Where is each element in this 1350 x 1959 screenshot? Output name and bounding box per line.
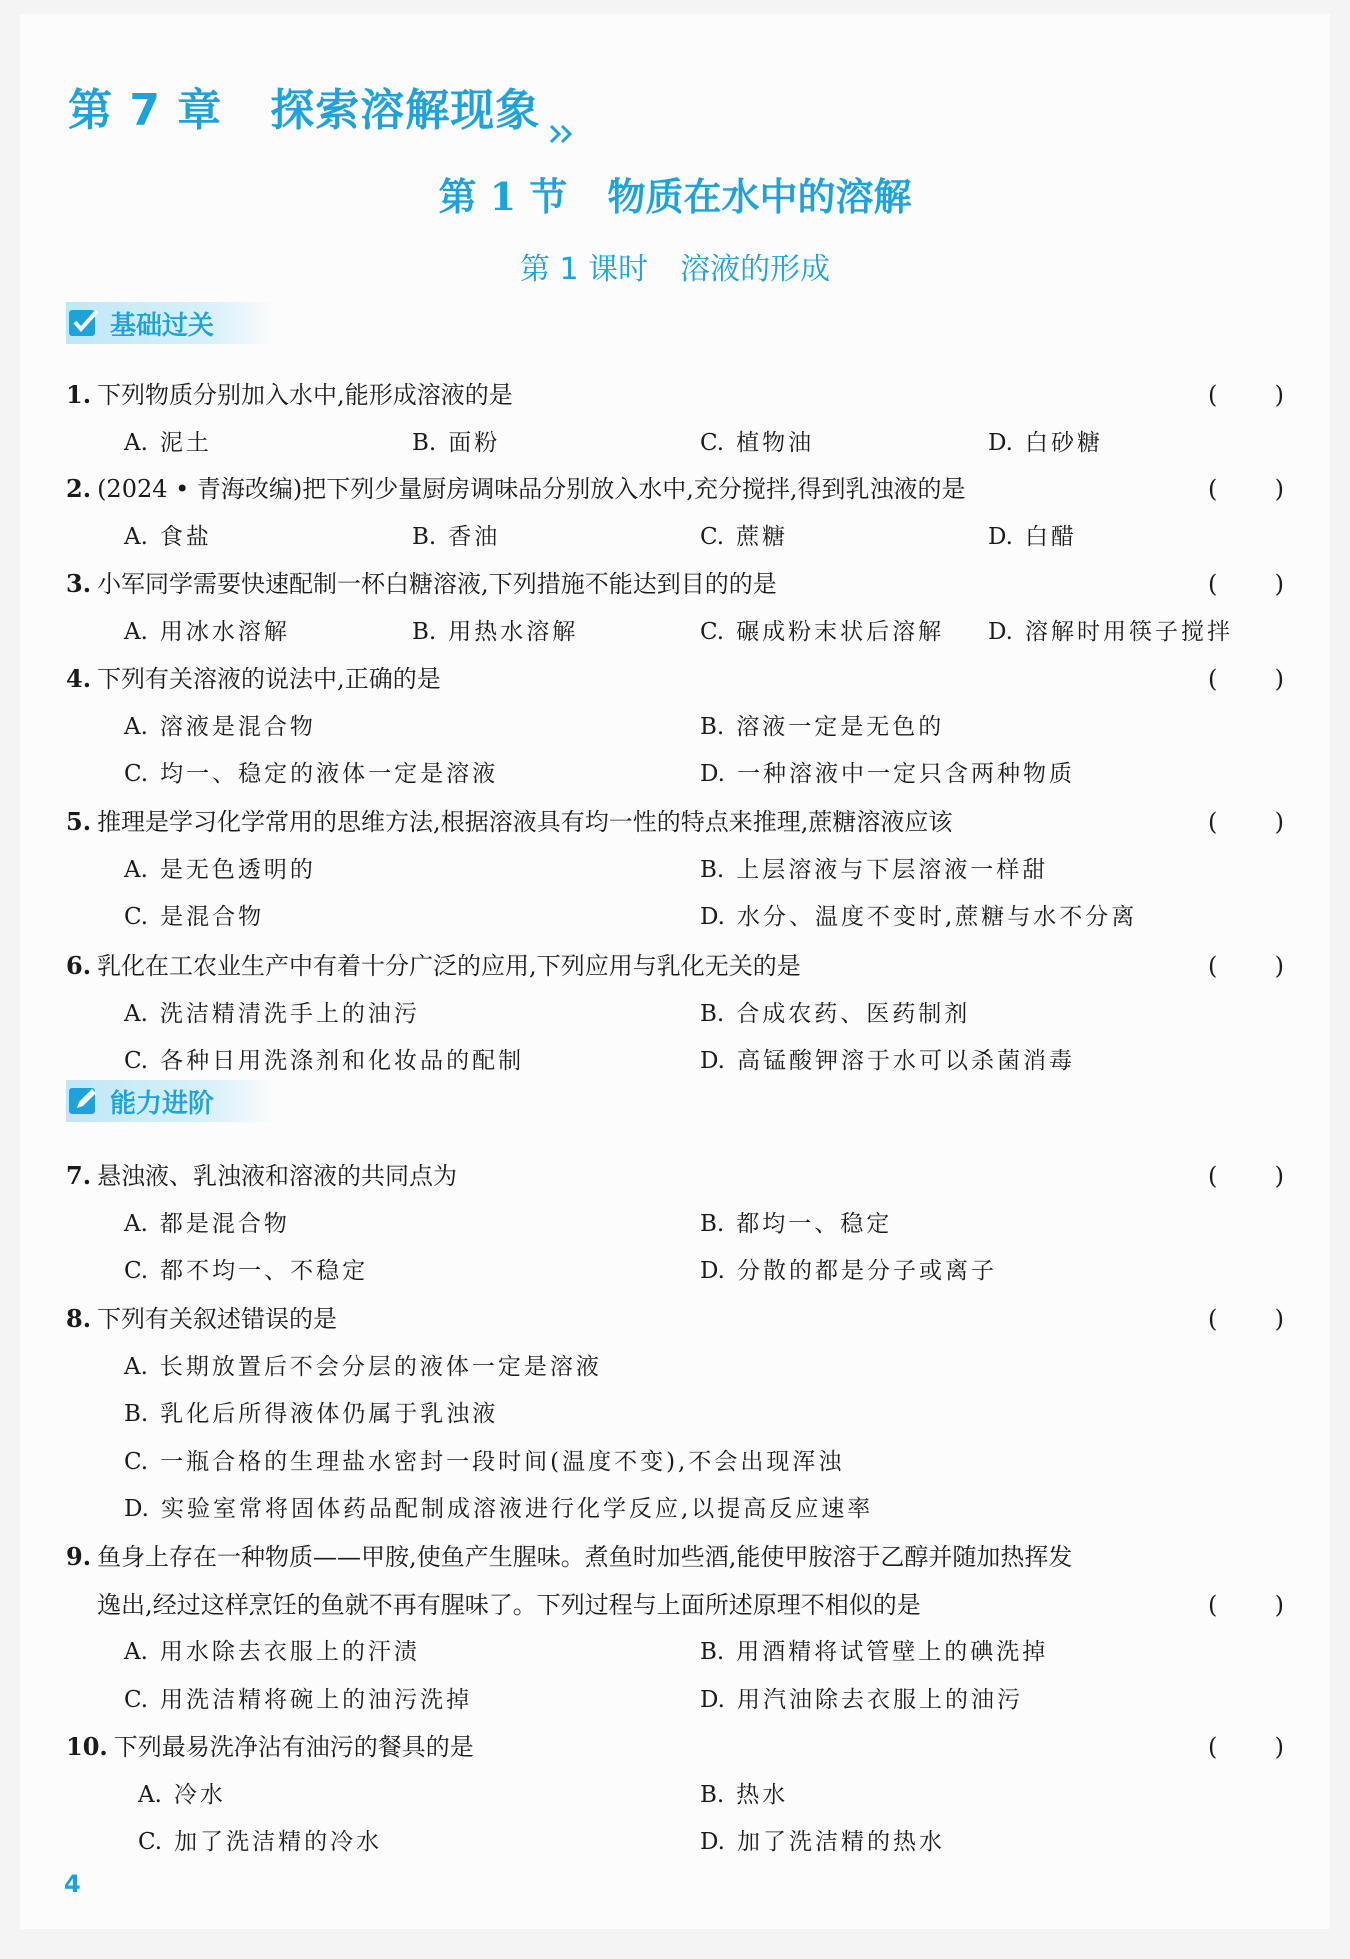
answer-option [138, 1780, 226, 1810]
answer-option [700, 759, 1075, 789]
option-letter: A. [124, 713, 148, 740]
answer-option [124, 428, 212, 458]
option-text: 一种溶液中一定只含两种物质 [736, 761, 1075, 787]
question-number: 2. [66, 474, 92, 503]
lesson-title [20, 244, 1330, 288]
advanced-section-label: 能力进阶 [110, 1088, 215, 1119]
answer-option [988, 428, 1103, 458]
option-letter: A. [124, 1210, 148, 1237]
answer-option [124, 1637, 420, 1667]
option-text: 白醋 [1024, 523, 1077, 550]
answer-option [988, 522, 1077, 552]
option-letter: B. [700, 856, 725, 883]
answer-option [124, 1685, 472, 1715]
option-text: 食盐 [159, 523, 212, 550]
option-letter: A. [124, 429, 148, 456]
answer-option [124, 1399, 498, 1429]
option-letter: B. [700, 713, 725, 740]
option-text: 合成农药、医药制剂 [736, 1000, 971, 1027]
question-stem [66, 951, 1284, 981]
paren-close: ) [1274, 952, 1284, 980]
paren-close: ) [1274, 1590, 1284, 1619]
question-stem [66, 569, 1284, 599]
option-text: 一瓶合格的生理盐水密封一段时间(温度不变),不会出现浑浊 [160, 1448, 845, 1475]
option-text: 上层溶液与下层溶液一样甜 [736, 856, 1049, 883]
answer-parentheses [1208, 1732, 1284, 1762]
question-text: (2024 • 青海改编)把下列少量厨房调味品分别放入水中,充分搅拌,得到乳浊液的是 [97, 475, 966, 503]
option-text: 用酒精将试管壁上的碘洗掉 [736, 1639, 1049, 1665]
answer-option [700, 1780, 788, 1810]
answer-parentheses [1208, 474, 1284, 504]
answer-parentheses [1208, 1161, 1284, 1191]
option-text: 加了洗洁精的热水 [736, 1829, 945, 1855]
option-letter: B. [412, 523, 437, 550]
option-text: 用冰水溶解 [159, 618, 290, 645]
option-letter: C. [138, 1829, 163, 1855]
question-text: 下列有关溶液的说法中,正确的是 [97, 665, 441, 693]
paren-close: ) [1274, 1733, 1284, 1761]
question-text: 逸出,经过这样烹饪的鱼就不再有腥味了。下列过程与上面所述原理不相似的是 [97, 1590, 921, 1619]
question-stem [66, 1161, 1284, 1191]
question-stem [66, 380, 1284, 410]
answer-option [700, 1685, 1023, 1715]
question-text: 下列有关叙述错误的是 [97, 1305, 338, 1333]
question-text: 下列物质分别加入水中,能形成溶液的是 [97, 381, 513, 409]
option-text: 植物油 [736, 429, 815, 456]
answer-option [124, 1256, 368, 1286]
question-text: 悬浊液、乳浊液和溶液的共同点为 [97, 1162, 458, 1190]
paren-open: ( [1208, 1162, 1218, 1190]
answer-parentheses [1208, 807, 1284, 837]
basic-section-label: 基础过关 [110, 310, 215, 341]
option-letter: D. [700, 761, 725, 787]
answer-option [124, 759, 498, 789]
option-text: 用洗洁精将碗上的油污洗掉 [160, 1686, 473, 1713]
option-letter: C. [124, 761, 149, 787]
option-letter: B. [412, 618, 437, 645]
option-text: 面粉 [448, 429, 501, 456]
answer-option [412, 428, 500, 458]
question-stem [66, 1542, 1284, 1572]
section-name: 物质在水中的溶解 [607, 174, 912, 219]
paren-open: ( [1208, 570, 1218, 598]
paren-open: ( [1208, 475, 1218, 503]
answer-option [700, 999, 970, 1029]
option-letter: B. [700, 1000, 725, 1027]
answer-option [124, 902, 264, 932]
section-title [20, 166, 1330, 221]
answer-option [412, 522, 500, 552]
paren-open: ( [1208, 665, 1218, 693]
option-text: 各种日用洗涤剂和化妆品的配制 [160, 1048, 525, 1074]
option-text: 均一、稳定的液体一定是溶液 [160, 761, 499, 787]
answer-option [124, 1447, 844, 1477]
option-text: 是混合物 [160, 904, 265, 930]
checkbox-icon [66, 305, 102, 341]
answer-option [700, 1256, 997, 1286]
option-letter: D. [988, 429, 1013, 456]
question-number: 5. [66, 807, 92, 836]
paren-open: ( [1208, 952, 1218, 980]
option-letter: B. [700, 1639, 725, 1665]
question-stem [66, 664, 1284, 694]
answer-option [124, 522, 212, 552]
basic-section-header [66, 302, 276, 344]
answer-option [124, 1352, 602, 1382]
page [20, 14, 1330, 1929]
option-text: 冷水 [173, 1781, 226, 1808]
option-letter: C. [700, 618, 725, 645]
question-number: 6. [66, 951, 92, 980]
paren-close: ) [1274, 475, 1284, 503]
answer-option [124, 712, 316, 742]
answer-parentheses [1208, 1590, 1284, 1620]
answer-parentheses [1208, 569, 1284, 599]
chapter-number: 第 7 章 [68, 85, 223, 136]
question-stem [66, 1732, 1284, 1762]
lesson-number: 第 1 课时 [519, 252, 649, 287]
question-text: 小军同学需要快速配制一杯白糖溶液,下列措施不能达到目的的是 [97, 570, 777, 598]
option-letter: C. [124, 1258, 149, 1284]
option-letter: A. [124, 523, 148, 550]
option-text: 溶液是混合物 [159, 713, 316, 740]
paren-close: ) [1274, 570, 1284, 598]
option-letter: B. [412, 429, 437, 456]
answer-option [700, 617, 944, 647]
answer-option [700, 1209, 892, 1239]
question-text: 鱼身上存在一种物质——甲胺,使鱼产生腥味。煮鱼时加些酒,能使甲胺溶于乙醇并随加热挥发 [97, 1543, 1073, 1571]
page-number: 4 [64, 1870, 81, 1898]
option-letter: A. [124, 1353, 148, 1380]
option-letter: B. [700, 1210, 725, 1237]
option-text: 长期放置后不会分层的液体一定是溶液 [159, 1353, 602, 1380]
question-number: 7. [66, 1161, 92, 1190]
question-stem [66, 1590, 1284, 1620]
paren-open: ( [1208, 808, 1218, 836]
question-number: 9. [66, 1542, 92, 1571]
option-letter: D. [700, 1258, 725, 1284]
question-number: 8. [66, 1304, 92, 1333]
option-letter: C. [124, 1686, 149, 1713]
answer-parentheses [1208, 380, 1284, 410]
option-letter: C. [700, 429, 725, 456]
answer-option [700, 712, 944, 742]
paren-open: ( [1208, 1733, 1218, 1761]
option-letter: D. [700, 904, 725, 930]
option-letter: A. [124, 856, 148, 883]
option-text: 乳化后所得液体仍属于乳浊液 [160, 1401, 499, 1427]
option-text: 蔗糖 [736, 523, 789, 550]
option-text: 是无色透明的 [159, 856, 316, 883]
answer-option [124, 1209, 290, 1239]
paren-close: ) [1274, 381, 1284, 409]
option-letter: A. [124, 1639, 148, 1665]
section-number: 第 1 节 [438, 174, 568, 219]
chapter-title [68, 74, 578, 138]
option-text: 溶液一定是无色的 [736, 713, 945, 740]
answer-option [700, 1046, 1075, 1076]
answer-option [124, 999, 420, 1029]
question-number: 4. [66, 664, 92, 693]
paren-close: ) [1274, 1162, 1284, 1190]
chapter-name: 探索溶解现象 [270, 85, 541, 136]
option-text: 高锰酸钾溶于水可以杀菌消毒 [736, 1048, 1075, 1074]
option-letter: D. [700, 1686, 725, 1713]
answer-parentheses [1208, 1304, 1284, 1334]
option-text: 分散的都是分子或离子 [736, 1258, 997, 1284]
option-text: 用热水溶解 [448, 618, 579, 645]
option-letter: D. [700, 1048, 725, 1074]
answer-option [700, 428, 814, 458]
option-letter: D. [700, 1829, 725, 1855]
option-letter: D. [124, 1496, 149, 1522]
option-letter: A. [138, 1781, 162, 1808]
answer-option [124, 1494, 873, 1524]
option-text: 白砂糖 [1024, 429, 1103, 456]
option-text: 实验室常将固体药品配制成溶液进行化学反应,以提高反应速率 [160, 1496, 874, 1522]
answer-option [988, 617, 1233, 647]
question-text: 乳化在工农业生产中有着十分广泛的应用,下列应用与乳化无关的是 [97, 952, 801, 980]
answer-option [412, 617, 578, 647]
question-number: 1. [66, 380, 92, 409]
option-letter: C. [124, 904, 149, 930]
advanced-section-header [66, 1080, 276, 1122]
option-letter: C. [700, 523, 725, 550]
option-text: 碾成粉末状后溶解 [736, 618, 945, 645]
option-text: 都均一、稳定 [736, 1210, 893, 1237]
lesson-name: 溶液的形成 [680, 252, 831, 287]
option-text: 溶解时用筷子搅拌 [1024, 618, 1233, 645]
answer-option [700, 855, 1048, 885]
answer-option [138, 1827, 382, 1857]
answer-option [700, 522, 788, 552]
paren-open: ( [1208, 381, 1218, 409]
question-number: 3. [66, 569, 92, 598]
answer-parentheses [1208, 951, 1284, 981]
answer-option [700, 1637, 1048, 1667]
option-text: 泥土 [159, 429, 212, 456]
double-chevron-icon [548, 122, 578, 146]
option-letter: B. [124, 1401, 149, 1427]
answer-option [124, 1046, 524, 1076]
paren-open: ( [1208, 1590, 1218, 1619]
question-stem [66, 1304, 1284, 1334]
paren-close: ) [1274, 665, 1284, 693]
option-letter: C. [124, 1448, 149, 1475]
question-number: 10. [66, 1732, 108, 1761]
option-text: 洗洁精清洗手上的油污 [159, 1000, 420, 1027]
option-text: 加了洗洁精的冷水 [174, 1829, 383, 1855]
question-text: 下列最易洗净沾有油污的餐具的是 [113, 1733, 474, 1761]
pencil-note-icon [66, 1083, 102, 1119]
option-text: 用水除去衣服上的汗渍 [159, 1639, 420, 1665]
option-letter: A. [124, 618, 148, 645]
answer-option [124, 617, 290, 647]
option-text: 都不均一、不稳定 [160, 1258, 369, 1284]
paren-open: ( [1208, 1305, 1218, 1333]
question-text: 推理是学习化学常用的思维方法,根据溶液具有均一性的特点来推理,蔗糖溶液应该 [97, 808, 953, 836]
question-stem [66, 474, 1284, 504]
option-letter: D. [988, 618, 1013, 645]
paren-close: ) [1274, 1305, 1284, 1333]
option-text: 香油 [448, 523, 501, 550]
option-letter: C. [124, 1048, 149, 1074]
option-letter: B. [700, 1781, 725, 1808]
answer-option [700, 1827, 945, 1857]
option-letter: A. [124, 1000, 148, 1027]
answer-option [700, 902, 1137, 932]
paren-close: ) [1274, 808, 1284, 836]
option-text: 都是混合物 [159, 1210, 290, 1237]
option-letter: D. [988, 523, 1013, 550]
answer-option [124, 855, 316, 885]
option-text: 热水 [736, 1781, 789, 1808]
question-stem [66, 807, 1284, 837]
option-text: 用汽油除去衣服上的油污 [736, 1686, 1023, 1713]
option-text: 水分、温度不变时,蔗糖与水不分离 [736, 904, 1138, 930]
answer-parentheses [1208, 664, 1284, 694]
